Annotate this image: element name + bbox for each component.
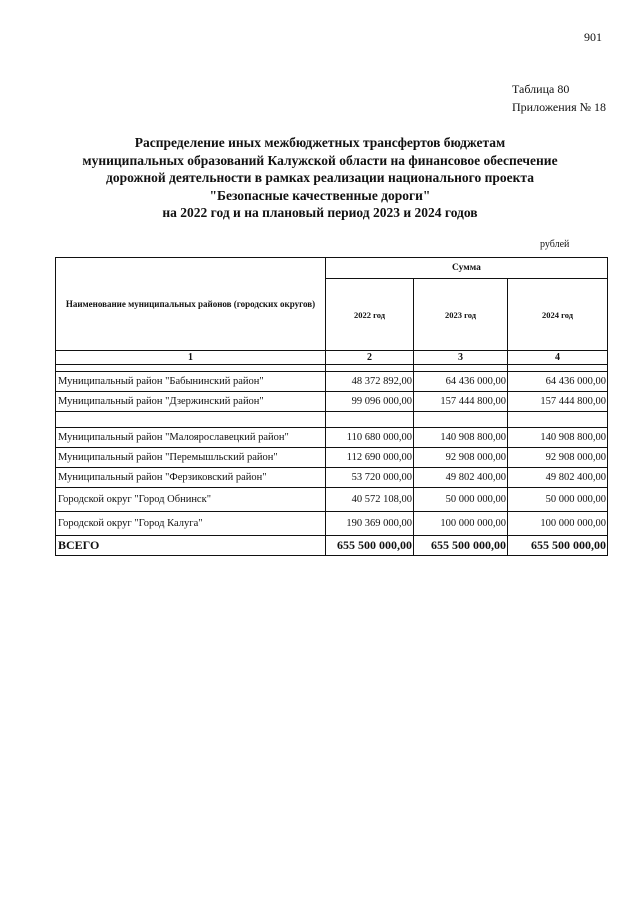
district-name: Муниципальный район "Перемышльский район" — [56, 448, 326, 468]
page-number: 901 — [584, 30, 602, 44]
district-name: Муниципальный район "Ферзиковский район" — [56, 468, 326, 488]
amount-2022: 40 572 108,00 — [326, 488, 414, 512]
header-name: Наименование муниципальных районов (городских округов) — [56, 258, 326, 351]
amount-2024: 157 444 800,00 — [508, 392, 608, 412]
distribution-table — [55, 257, 608, 556]
district-name: Муниципальный район "Дзержинский район" — [56, 392, 326, 412]
column-number: 1 — [56, 351, 326, 365]
spacer-row — [56, 365, 608, 372]
spacer-row — [56, 412, 608, 428]
column-number: 2 — [326, 351, 414, 365]
amount-2022: 53 720 000,00 — [326, 468, 414, 488]
units-label: рублей — [540, 239, 570, 250]
header-year-2024: 2024 год — [508, 279, 608, 351]
table-number: Таблица 80 — [512, 82, 570, 96]
appendix-number: Приложения № 18 — [512, 100, 607, 114]
total-2022: 655 500 000,00 — [326, 536, 414, 556]
amount-2022: 48 372 892,00 — [326, 372, 414, 392]
table-row — [56, 428, 608, 448]
title-line: дорожной деятельности в рамках реализации национального проекта — [106, 170, 534, 185]
amount-2023: 64 436 000,00 — [414, 372, 508, 392]
table-row — [56, 468, 608, 488]
district-name: Муниципальный район "Бабынинский район" — [56, 372, 326, 392]
title-line: Распределение иных межбюджетных трансфертов бюджетам — [134, 135, 506, 150]
total-2023: 655 500 000,00 — [414, 536, 508, 556]
amount-2024: 49 802 400,00 — [508, 468, 608, 488]
amount-2023: 50 000 000,00 — [414, 488, 508, 512]
amount-2023: 92 908 000,00 — [414, 448, 508, 468]
district-name: Городской округ "Город Обнинск" — [56, 488, 326, 512]
title-line: "Безопасные качественные дороги" — [209, 187, 431, 203]
amount-2023: 49 802 400,00 — [414, 468, 508, 488]
total-label: ВСЕГО — [56, 536, 326, 556]
title-line: на 2022 год и на плановый период 2023 и 2024 годов — [162, 205, 478, 220]
table-row — [56, 392, 608, 412]
header-year-2022: 2022 год — [326, 279, 414, 351]
amount-2022: 190 369 000,00 — [326, 512, 414, 536]
table-row — [56, 512, 608, 536]
column-number: 4 — [508, 351, 608, 365]
header-year-2023: 2023 год — [414, 279, 508, 351]
total-2024: 655 500 000,00 — [508, 536, 608, 556]
amount-2022: 99 096 000,00 — [326, 392, 414, 412]
table-row — [56, 448, 608, 468]
table-row — [56, 372, 608, 392]
column-numbers-row — [56, 351, 608, 365]
document-title — [40, 134, 600, 222]
amount-2024: 92 908 000,00 — [508, 448, 608, 468]
total-row — [56, 536, 608, 556]
title-line: муниципальных образований Калужской области на финансовое обеспечение — [82, 152, 558, 168]
header-row-sum — [56, 258, 608, 279]
amount-2024: 64 436 000,00 — [508, 372, 608, 392]
amount-2023: 100 000 000,00 — [414, 512, 508, 536]
district-name: Муниципальный район "Малоярославецкий район" — [56, 428, 326, 448]
amount-2024: 50 000 000,00 — [508, 488, 608, 512]
amount-2023: 157 444 800,00 — [414, 392, 508, 412]
amount-2022: 112 690 000,00 — [326, 448, 414, 468]
amount-2023: 140 908 800,00 — [414, 428, 508, 448]
header-sum: Сумма — [326, 258, 608, 279]
district-name: Городской округ "Город Калуга" — [56, 512, 326, 536]
amount-2022: 110 680 000,00 — [326, 428, 414, 448]
column-number: 3 — [414, 351, 508, 365]
amount-2024: 140 908 800,00 — [508, 428, 608, 448]
table-reference — [512, 80, 606, 116]
table-row — [56, 488, 608, 512]
amount-2024: 100 000 000,00 — [508, 512, 608, 536]
